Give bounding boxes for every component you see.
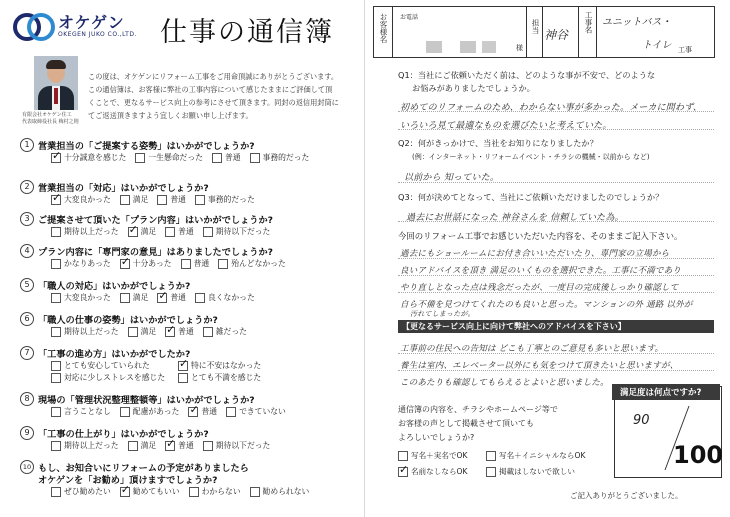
work-name-line2: トイレ bbox=[642, 40, 672, 51]
checkbox[interactable] bbox=[165, 227, 175, 237]
checkbox[interactable] bbox=[178, 373, 188, 383]
option-label: 殆んどなかった bbox=[231, 259, 286, 268]
checkbox-checked[interactable] bbox=[120, 487, 130, 497]
option[interactable] bbox=[120, 194, 149, 205]
option[interactable] bbox=[250, 152, 310, 163]
ceo-name: 梅村之則 bbox=[58, 119, 79, 125]
option[interactable] bbox=[51, 486, 111, 497]
option-label: 十分誠意を感じた bbox=[64, 153, 127, 162]
option-label: 対応に少しストレスを感じた bbox=[64, 373, 166, 382]
company-logo-icon bbox=[12, 12, 56, 42]
checkbox[interactable] bbox=[51, 373, 61, 383]
rq2-line2: (例：インターネット・リフォームイベント・チラシの機械・以前から など) bbox=[412, 153, 650, 161]
question-number: 10 bbox=[20, 460, 34, 474]
question-text: プラン内容に「専門家の意見」はありましたでしょうか? bbox=[38, 247, 274, 258]
option[interactable] bbox=[178, 360, 261, 371]
option-label: 言うことなし bbox=[64, 407, 111, 416]
question-number: 5 bbox=[20, 278, 34, 292]
checkbox-checked[interactable] bbox=[165, 441, 175, 451]
option[interactable] bbox=[51, 360, 169, 371]
option[interactable] bbox=[135, 152, 203, 163]
honorific: 様 bbox=[516, 44, 523, 52]
impressions-line: 良いアドバイスを頂き 満足のいくものを選択できた。工事に不満であり bbox=[400, 266, 682, 276]
option[interactable] bbox=[120, 406, 180, 417]
ceo-title: 代表取締役社長 bbox=[22, 119, 58, 125]
option-label: 満足 bbox=[132, 293, 149, 302]
option-label: 特に不安はなかった bbox=[191, 361, 262, 370]
option-label: とても不満を感じた bbox=[191, 373, 262, 382]
option-label: 写名＋実名でOK bbox=[411, 451, 468, 460]
option-label: 満足 bbox=[132, 195, 149, 204]
question-text: 「工事の進め方」はいかがでしたか? bbox=[38, 349, 191, 360]
checkbox[interactable] bbox=[157, 195, 167, 205]
rq1-line2: お悩みがありましたでしょうか。 bbox=[412, 83, 535, 93]
staff-label: 担当 bbox=[531, 19, 540, 34]
score-value: 90 bbox=[633, 413, 650, 428]
option-label: できていない bbox=[239, 407, 286, 416]
checkbox-checked[interactable] bbox=[51, 153, 61, 163]
consent-option[interactable] bbox=[486, 450, 585, 461]
option-label: とても安心していられた bbox=[64, 361, 150, 370]
option-label: 普通 bbox=[170, 293, 186, 302]
option-label: 期待以上だった bbox=[64, 441, 119, 450]
question-text: もし、お知合いにリフォームの予定がありましたら bbox=[38, 463, 249, 474]
option[interactable] bbox=[128, 440, 157, 451]
option[interactable] bbox=[178, 372, 261, 383]
option[interactable] bbox=[212, 152, 241, 163]
rq2-answer: 以前から 知っていた。 bbox=[404, 173, 500, 183]
checkbox[interactable] bbox=[51, 327, 61, 337]
rq3-answer: 過去にお世話になった 神谷さんを 信頼していた為。 bbox=[406, 213, 624, 223]
staff-name: 神谷 bbox=[544, 28, 569, 42]
checkbox[interactable] bbox=[212, 153, 222, 163]
option-label: 普通 bbox=[193, 259, 210, 268]
option-label: 普通 bbox=[178, 441, 194, 450]
option[interactable] bbox=[120, 486, 180, 497]
option-label: 事務的だった bbox=[207, 195, 255, 204]
checkbox[interactable] bbox=[51, 259, 61, 269]
option-label: 十分あった bbox=[132, 259, 172, 268]
impressions-line: やり直しとなった点は残念だったが、一度目の完成後しっかり確認して bbox=[400, 283, 679, 293]
option[interactable] bbox=[51, 152, 126, 163]
option[interactable] bbox=[157, 194, 186, 205]
checkbox[interactable] bbox=[203, 227, 213, 237]
option[interactable] bbox=[128, 326, 157, 337]
checkbox[interactable] bbox=[250, 153, 260, 163]
option[interactable] bbox=[51, 226, 119, 237]
intro-line: てご返送頂きますよう宜しくお願い申し上げます。 bbox=[88, 111, 253, 120]
checkbox-checked[interactable] bbox=[128, 227, 138, 237]
option-label: 満足 bbox=[140, 441, 157, 450]
option[interactable] bbox=[51, 440, 119, 451]
checkbox[interactable] bbox=[203, 327, 213, 337]
consent-question-line: よろしいでしょうか? bbox=[398, 433, 475, 442]
page-title: 仕事の通信簿 bbox=[160, 17, 334, 48]
option[interactable] bbox=[128, 226, 157, 237]
consent-question-line: お客様の声として掲載させて頂いても bbox=[398, 419, 534, 428]
ceo-company: 有限会社オケゲン住工 bbox=[22, 112, 72, 118]
consent-option[interactable] bbox=[486, 466, 575, 477]
option-label: 写名＋イニシャルならOK bbox=[499, 451, 586, 460]
checkbox-checked[interactable] bbox=[51, 195, 61, 205]
intro-line: くことで、更なるサービス向上の参考にさせて頂きます。同封の返信用封筒に bbox=[88, 98, 339, 107]
checkbox[interactable] bbox=[195, 195, 205, 205]
advice-heading-bar bbox=[398, 320, 714, 333]
advice-line: 工事前の住民への告知は どこも丁寧とのご意見も多いと思います。 bbox=[400, 344, 664, 354]
option[interactable] bbox=[120, 258, 172, 269]
option[interactable] bbox=[195, 292, 255, 303]
checkbox[interactable] bbox=[128, 327, 138, 337]
checkbox[interactable] bbox=[51, 487, 61, 497]
option[interactable] bbox=[189, 486, 241, 497]
option[interactable] bbox=[165, 226, 194, 237]
option-label: ぜひ勧めたい bbox=[64, 487, 111, 496]
option[interactable] bbox=[250, 486, 310, 497]
option-label: 普通 bbox=[224, 153, 241, 162]
option[interactable] bbox=[165, 326, 194, 337]
checkbox[interactable] bbox=[226, 407, 236, 417]
checkbox[interactable] bbox=[189, 487, 199, 497]
advice-heading: 【更なるサービス向上に向けて弊社へのアドバイスを下さい】 bbox=[402, 322, 626, 331]
advice-line: 養生は室内、エレベーター以外にも気をつけて頂きたいと思いますが、 bbox=[400, 361, 679, 371]
rq3-line1: Q3：何が決めてとなって、当社にご依頼いただけましたのでしょうか？ bbox=[398, 192, 664, 202]
question-number: 2 bbox=[20, 180, 34, 194]
question-number: 7 bbox=[20, 346, 34, 360]
option-label: 勧められない bbox=[262, 487, 310, 496]
option-label: 良くなかった bbox=[207, 293, 255, 302]
checkbox[interactable] bbox=[51, 441, 61, 451]
option-label: 満足 bbox=[140, 327, 157, 336]
option-label: 事務的だった bbox=[262, 153, 310, 162]
consent-option[interactable] bbox=[398, 450, 468, 461]
option[interactable] bbox=[203, 440, 271, 451]
checkbox[interactable] bbox=[128, 441, 138, 451]
checkbox[interactable] bbox=[181, 259, 191, 269]
option-label: 期待以上だった bbox=[64, 227, 119, 236]
work-label: 工事名 bbox=[584, 11, 593, 34]
intro-text bbox=[88, 70, 350, 122]
question-text: 現場の「管理状況整理整頓等」はいかがでしょうか? bbox=[38, 395, 255, 406]
consent-option[interactable] bbox=[398, 466, 468, 477]
option[interactable] bbox=[51, 372, 169, 383]
option-label: 雑だった bbox=[215, 327, 247, 336]
option-label: 配慮があった bbox=[132, 407, 180, 416]
checkbox[interactable] bbox=[218, 259, 228, 269]
option[interactable] bbox=[226, 406, 286, 417]
satisfaction-score-box bbox=[614, 386, 722, 478]
checkbox[interactable] bbox=[398, 451, 408, 461]
impressions-heading: 今回のリフォーム工事でお感じいただいた内容を、そのままご記入下さい。 bbox=[398, 231, 683, 241]
question-number: 4 bbox=[20, 244, 34, 258]
checkbox[interactable] bbox=[120, 195, 130, 205]
option-label: 普通 bbox=[170, 195, 186, 204]
option[interactable] bbox=[51, 194, 111, 205]
score-heading-bar bbox=[612, 384, 720, 400]
question-text: 営業担当の「ご提案する姿勢」はいかがでしょうか? bbox=[38, 141, 255, 152]
option-label: 普通 bbox=[178, 327, 194, 336]
option[interactable] bbox=[195, 194, 255, 205]
checkbox[interactable] bbox=[250, 487, 260, 497]
checkbox[interactable] bbox=[486, 467, 496, 477]
option[interactable] bbox=[181, 258, 210, 269]
option[interactable] bbox=[188, 406, 217, 417]
question-text: 「工事の仕上がり」はいかがでしょうか? bbox=[38, 429, 209, 440]
phone-label: お電話 bbox=[400, 14, 419, 21]
redacted-block bbox=[482, 41, 496, 53]
rq2-line1: Q2：何がきっかけで、当社をお知りになりましたか？ bbox=[398, 138, 598, 148]
checkbox-checked[interactable] bbox=[157, 293, 167, 303]
question-number: 1 bbox=[20, 138, 34, 152]
checkbox[interactable] bbox=[120, 293, 130, 303]
option-label: 勧めてもいい bbox=[132, 487, 180, 496]
impressions-line: 過去にもショールームにお付き合いいただいたり、専門家の立場から bbox=[400, 249, 670, 259]
redacted-block bbox=[426, 41, 442, 53]
work-suffix: 工事 bbox=[678, 46, 692, 54]
score-max: 100 bbox=[673, 441, 724, 469]
option-label: 期待以上だった bbox=[64, 327, 119, 336]
option[interactable] bbox=[51, 406, 111, 417]
option[interactable] bbox=[51, 292, 111, 303]
option-label: 名前なしならOK bbox=[411, 467, 468, 476]
checkbox[interactable] bbox=[135, 153, 145, 163]
customer-name-label: お客様名 bbox=[379, 13, 388, 43]
customer-info-table bbox=[373, 6, 715, 58]
work-name-line1: ユニットバス・ bbox=[602, 17, 672, 28]
checkbox[interactable] bbox=[51, 293, 61, 303]
checkbox[interactable] bbox=[195, 293, 205, 303]
ceo-caption bbox=[22, 112, 79, 126]
intro-line: この通信簿は、お客様に弊社の工事内容について感じたままにご評価して頂 bbox=[88, 85, 333, 94]
option[interactable] bbox=[165, 440, 194, 451]
advice-line: このあたりも確認してもらえるとよいと思いました。 bbox=[400, 378, 609, 388]
option[interactable] bbox=[203, 226, 271, 237]
option[interactable] bbox=[218, 258, 286, 269]
option-label: 大変良かった bbox=[64, 195, 111, 204]
score-heading: 満足度は何点ですか? bbox=[620, 388, 702, 398]
checkbox[interactable] bbox=[51, 361, 61, 371]
question-text: 「職人の対応」はいかがでしょうか? bbox=[38, 281, 191, 292]
checkbox[interactable] bbox=[51, 227, 61, 237]
question-number: 9 bbox=[20, 426, 34, 440]
ceo-photo bbox=[34, 56, 78, 110]
question-text: 「職人の仕事の姿勢」はいかがでしょうか? bbox=[38, 315, 218, 326]
option[interactable] bbox=[120, 292, 149, 303]
logo-text: オケゲン bbox=[58, 13, 125, 32]
impressions-line: 汚れてしまったが。 bbox=[410, 310, 475, 318]
checkbox[interactable] bbox=[51, 407, 61, 417]
question-text: ご提案させて頂いた「プラン内容」はいかがでしょうか? bbox=[38, 215, 274, 226]
checkbox-checked[interactable] bbox=[178, 361, 188, 371]
question-text-line2: オケゲンを「お勧め」頂けますでしょうか? bbox=[38, 475, 218, 486]
checkbox-checked[interactable] bbox=[120, 259, 130, 269]
fold-line bbox=[364, 0, 365, 517]
option-label: 期待以下だった bbox=[215, 441, 271, 450]
impressions-line: 自ら不備を見つけてくれたのも良いと思った。マンションの外 通路 以外が bbox=[400, 300, 693, 310]
question-number: 3 bbox=[20, 212, 34, 226]
intro-line: この度は、オケゲンにリフォーム工事をご用命頂誠にありがとうございます。 bbox=[88, 72, 339, 81]
question-number: 8 bbox=[20, 392, 34, 406]
option-label: わからない bbox=[201, 487, 241, 496]
option[interactable] bbox=[51, 258, 111, 269]
checkbox[interactable] bbox=[120, 407, 130, 417]
rq1-answer-line2: いろいろ見て最適なものを選びたいと考えていた。 bbox=[400, 121, 612, 131]
option[interactable] bbox=[51, 326, 119, 337]
option-label: 大変良かった bbox=[64, 293, 111, 302]
option-label: 一生懸命だった bbox=[148, 153, 203, 162]
consent-question-line: 通信簿の内容を、チラシやホームページ等で bbox=[398, 405, 558, 414]
option-label: 普通 bbox=[178, 227, 194, 236]
option-label: 期待以下だった bbox=[215, 227, 271, 236]
thank-you-text: ご記入ありがとうございました。 bbox=[570, 491, 683, 500]
option-label: 普通 bbox=[201, 407, 218, 416]
checkbox[interactable] bbox=[203, 441, 213, 451]
option[interactable] bbox=[157, 292, 186, 303]
checkbox-checked[interactable] bbox=[188, 407, 198, 417]
rq1-answer-line1: 初めてのリフォームのため、わからない事が多かった。メーカに問わず、 bbox=[400, 103, 702, 113]
logo-subtext: OKEGEN JUKO CO.,LTD. bbox=[58, 31, 137, 38]
question-number: 6 bbox=[20, 312, 34, 326]
checkbox-checked[interactable] bbox=[398, 467, 408, 477]
option-label: かなりあった bbox=[64, 259, 111, 268]
rq1-line1: Q1：当社にご依頼いただく前は、どのような事が不安で、どのような bbox=[398, 70, 656, 80]
redacted-block bbox=[460, 41, 476, 53]
option-label: 掲載はしないで欲しい bbox=[499, 467, 575, 476]
checkbox[interactable] bbox=[486, 451, 496, 461]
option-label: 満足 bbox=[140, 227, 157, 236]
question-text: 営業担当の「対応」はいかがでしょうか? bbox=[38, 183, 209, 194]
option[interactable] bbox=[203, 326, 247, 337]
checkbox-checked[interactable] bbox=[165, 327, 175, 337]
